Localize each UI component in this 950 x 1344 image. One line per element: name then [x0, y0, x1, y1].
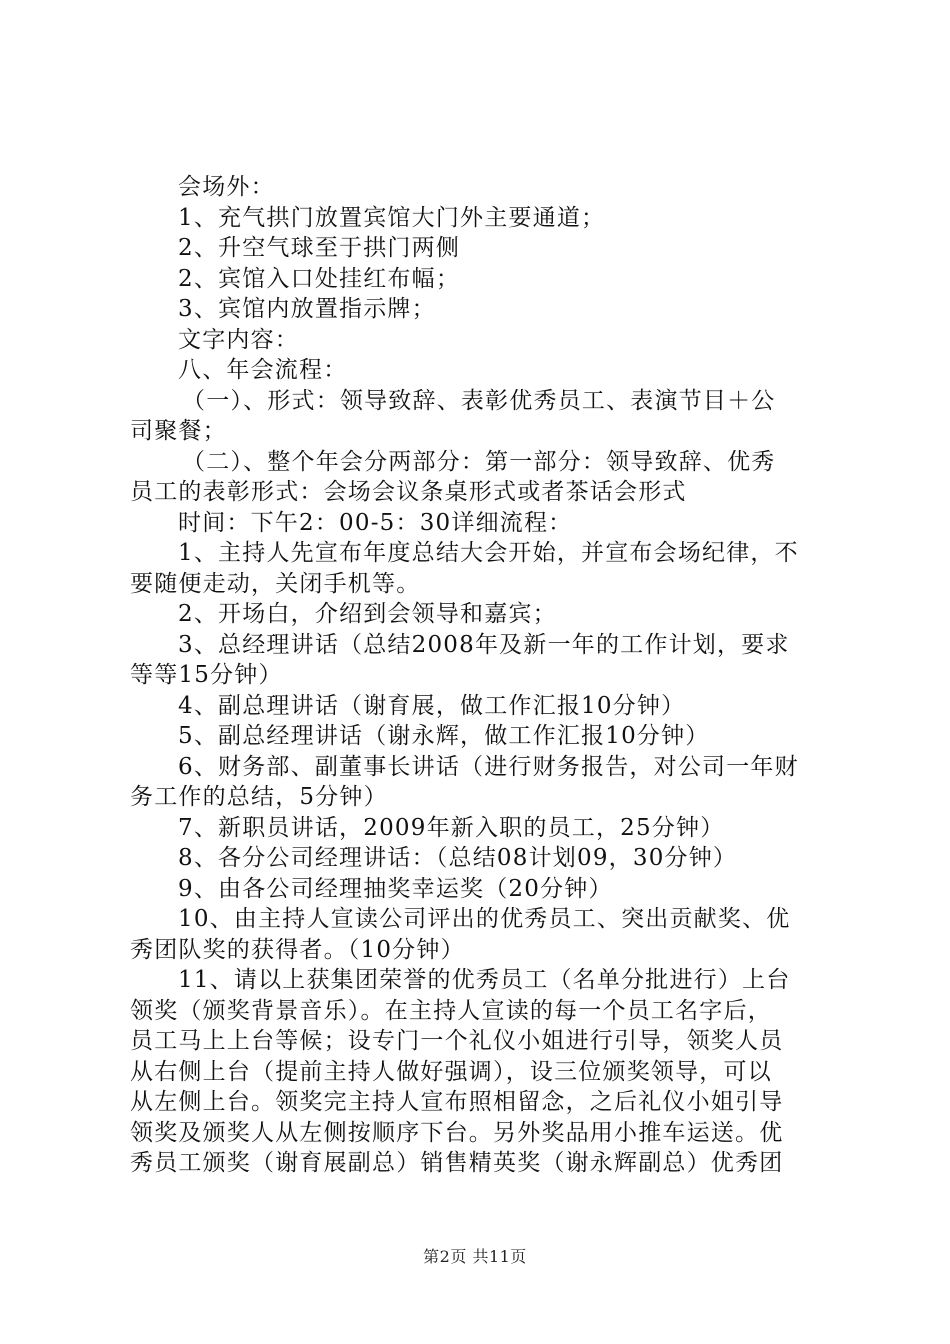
text-line: 1、充气拱门放置宾馆大门外主要通道；: [178, 204, 606, 231]
text-line: 7、新职员讲话，2009年新入职的员工，25分钟）: [178, 814, 725, 841]
text-line: 3、总经理讲话（总结2008年及新一年的工作计划，要求: [178, 631, 790, 658]
text-line: 从左侧上台。领奖完主持人宣布照相留念，之后礼仪小姐引导: [130, 1089, 784, 1115]
text-line: 领奖（颁奖背景音乐）。在主持人宣读的每一个员工名字后，: [130, 997, 772, 1024]
text-line: 2、升空气球至于拱门两侧: [178, 235, 461, 261]
text-line: 等等15分钟）: [130, 662, 283, 688]
section-heading: 八、年会流程：: [178, 357, 348, 383]
text-line: 员工的表彰形式：会场会议条桌形式或者茶话会形式: [130, 479, 687, 505]
text-line: 文字内容：: [178, 326, 299, 353]
text-line: 10、由主持人宣读公司评出的优秀员工、突出贡献奖、优: [178, 906, 791, 932]
page-number: 第2页 共11页: [423, 1247, 527, 1266]
text-line: 5、副总经理讲话（谢永辉，做工作汇报10分钟）: [178, 723, 710, 749]
text-line: 2、宾馆入口处挂红布幅；: [178, 265, 461, 292]
text-line: 员工马上上台等候；设专门一个礼仪小姐进行引导，领奖人员: [130, 1028, 784, 1054]
text-line: 会场外：: [178, 174, 275, 200]
text-line: 3、宾馆内放置指示牌；: [178, 296, 436, 322]
text-line: 时间：下午2：00-5：30详细流程：: [178, 509, 573, 536]
text-line: 4、副总理讲话（谢育展，做工作汇报10分钟）: [178, 692, 686, 719]
text-line: 9、由各公司经理抽奖幸运奖（20分钟）: [178, 875, 613, 902]
text-line: 6、财务部、副董事长讲话（进行财务报告，对公司一年财: [178, 753, 799, 780]
document-body: [130, 172, 834, 1179]
text-line: 秀员工颁奖（谢育展副总）销售精英奖（谢永辉副总）优秀团: [130, 1150, 784, 1176]
text-line: 从右侧上台（提前主持人做好强调），设三位颁奖领导，可以: [130, 1058, 772, 1085]
text-line: 司聚餐；: [130, 418, 227, 444]
text-line: （二）、整个年会分两部分：第一部分：领导致辞、优秀: [182, 448, 776, 475]
text-line: 8、各分公司经理讲话：（总结08计划09，30分钟）: [178, 845, 738, 871]
text-line: 1、主持人先宣布年度总结大会开始，并宣布会场纪律，不: [178, 540, 799, 566]
text-line: 秀团队奖的获得者。（10分钟）: [130, 936, 465, 963]
text-line: 11、请以上获集团荣誉的优秀员工（名单分批进行）上台: [178, 967, 791, 993]
text-line: 2、开场白，介绍到会领导和嘉宾；: [178, 601, 557, 627]
text-line: 要随便走动，关闭手机等。: [130, 570, 421, 597]
text-line: 领奖及颁奖人从左侧按顺序下台。另外奖品用小推车运送。优: [130, 1119, 784, 1146]
text-line: 务工作的总结，5分钟）: [130, 784, 388, 810]
text-line: （一）、形式：领导致辞、表彰优秀员工、表演节目＋公: [182, 387, 776, 414]
